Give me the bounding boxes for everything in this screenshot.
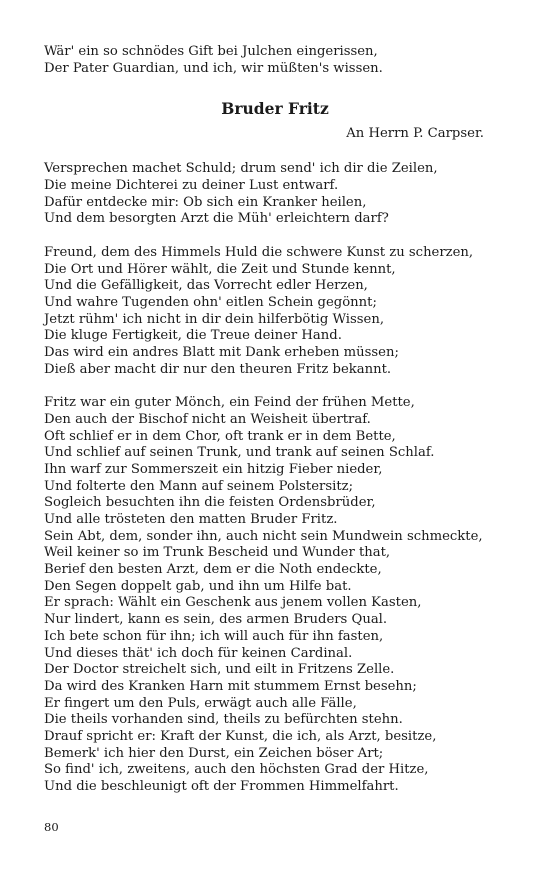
verse-line: Die theils vorhanden sind, theils zu befürchten stehn. (44, 712, 403, 728)
verse-line: Freund, dem des Himmels Huld die schwere Kunst zu scherzen, (44, 244, 474, 260)
verse-line: Weil keiner so im Trunk Bescheid und Wunder that, (44, 545, 391, 561)
verse-line: Versprechen machet Schuld; drum send' ich dir die Zeilen, (44, 161, 438, 177)
verse-line: Und alle trösteten den matten Bruder Fritz. (44, 512, 338, 528)
verse-line: Den Segen doppelt gab, und ihn um Hilfe bat. (44, 578, 352, 594)
verse-line: Die Ort und Hörer wählt, die Zeit und Stunde kennt, (44, 261, 396, 277)
stanza-3 (44, 395, 484, 796)
verse-line: Das wird ein andres Blatt mit Dank erheben müssen; (44, 345, 399, 361)
book-page (44, 44, 484, 796)
verse-line: Dieß aber macht dir nur den theuren Fritz bekannt. (44, 361, 392, 377)
verse-line: Fritz war ein guter Mönch, ein Feind der frühen Mette, (44, 395, 415, 411)
stanza-spacer (44, 228, 484, 245)
stanza-2 (44, 245, 484, 379)
verse-line: So find' ich, zweitens, auch den höchsten Grad der Hitze, (44, 762, 429, 778)
verse-line: Dafür entdecke mir: Ob sich ein Kranker heilen, (44, 194, 367, 210)
verse-line: Und die Gefälligkeit, das Vorrecht edler Herzen, (44, 278, 368, 294)
verse-line: Jetzt rühm' ich nicht in dir dein hilferbötig Wissen, (44, 311, 385, 327)
verse-line: Die meine Dichterei zu deiner Lust entwarf. (44, 178, 339, 194)
verse-line: Und wahre Tugenden ohn' eitlen Schein gegönnt; (44, 294, 377, 310)
verse-line: Und folterte den Mann auf seinem Polstersitz; (44, 478, 354, 494)
verse-line: Nur lindert, kann es sein, des armen Bruders Qual. (44, 612, 388, 628)
verse-line: Er fingert um den Puls, erwägt auch alle Fälle, (44, 695, 357, 711)
verse-line: Berief den besten Arzt, dem er die Noth endeckte, (44, 562, 382, 578)
stanza-spacer (44, 378, 484, 395)
verse-line: Ihn warf zur Sommerszeit ein hitzig Fieber nieder, (44, 461, 383, 477)
verse-line: Und die beschleunigt oft der Frommen Himmelfahrt. (44, 779, 399, 795)
verse-line: Den auch der Bischof nicht an Weisheit übertraf. (44, 411, 371, 427)
verse-line: Der Pater Guardian, und ich, wir müßten's wissen. (44, 60, 383, 76)
verse-line: Und schlief auf seinen Trunk, und trank auf seinen Schlaf. (44, 445, 435, 461)
verse-line: Drauf spricht er: Kraft der Kunst, die ich, als Arzt, besitze, (44, 728, 437, 744)
verse-line: Da wird des Kranken Harn mit stummem Ernst besehn; (44, 678, 417, 694)
previous-poem-ending (44, 44, 484, 77)
verse-line: Oft schlief er in dem Chor, oft trank er in dem Bette, (44, 428, 396, 444)
verse-line: Sogleich besuchten ihn die feisten Ordensbrüder, (44, 495, 376, 511)
stanza-1 (44, 161, 484, 228)
page-number: 80 (44, 820, 59, 834)
verse-line: Ich bete schon für ihn; ich will auch für ihn fasten, (44, 628, 384, 644)
verse-line: Er sprach: Wählt ein Geschenk aus jenem vollen Kasten, (44, 595, 422, 611)
verse-line: Sein Abt, dem, sonder ihn, auch nicht sein Mundwein schmeckte, (44, 528, 483, 544)
verse-line: Wär' ein so schnödes Gift bei Julchen eingerissen, (44, 44, 378, 59)
verse-line: Und dieses thät' ich doch für keinen Cardinal. (44, 645, 353, 661)
verse-line: Und dem besorgten Arzt die Müh' erleichtern darf? (44, 211, 389, 227)
poem-dedication: An Herrn P. Carpser. (346, 126, 484, 142)
poem-title: Bruder Fritz (221, 99, 329, 119)
verse-line: Bemerk' ich hier den Durst, ein Zeichen böser Art; (44, 745, 384, 761)
verse-line: Der Doctor streichelt sich, und eilt in Fritzens Zelle. (44, 662, 395, 678)
verse-line: Die kluge Fertigkeit, die Treue deiner Hand. (44, 328, 342, 344)
